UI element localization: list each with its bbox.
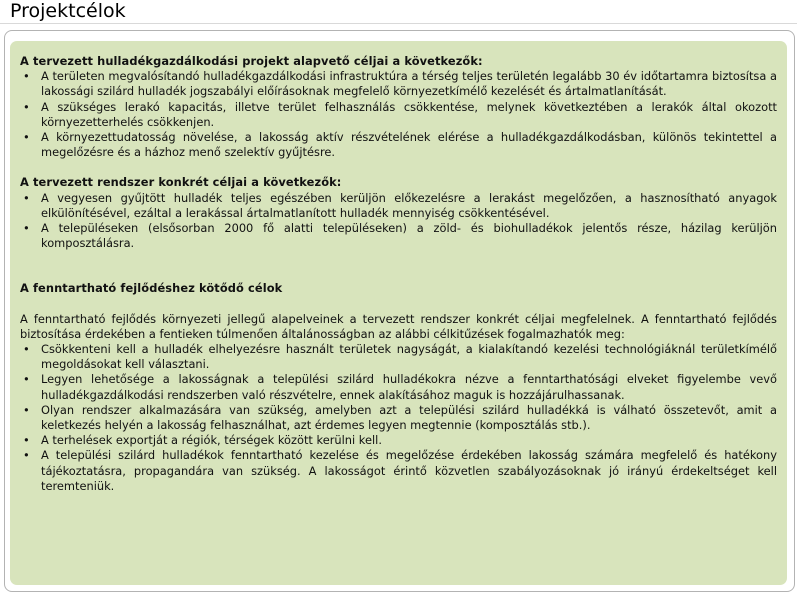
list-item xyxy=(20,433,777,448)
list-item xyxy=(20,221,777,251)
page-title: Projektcélok xyxy=(10,0,126,22)
list-item-text: A szükséges lerakó kapacitás, illetve terület felhasználás csökkentése, melynek következtében a lerakók által okozott környezetterhelés csökkenjen. xyxy=(41,99,777,129)
content-panel xyxy=(10,41,787,585)
list-item-text: A területen megvalósítandó hulladékgazdálkodási infrastruktúra a térség teljes területén legalább 30 év időtartamra biztosítsa a lakossági szilárd hulladék jogszabályi előírásoknak megfelelő környezetkímélő kezelését és ártalmatlanítását. xyxy=(41,69,777,99)
list-item-text: A települési szilárd hulladékok fenntartható kezelése és megelőzése érdekében lakosság számára megfelelő és hatékony tájékoztatásra, propagandára van szükség. A lakosságot érintő közvetlen szabályozásoknak jó irányú érdekeltséget kell teremteniük. xyxy=(41,448,777,493)
bullet-icon: • xyxy=(23,221,30,236)
bullet-icon: • xyxy=(23,402,30,417)
list-item-text: Olyan rendszer alkalmazására van szükség, amelyben azt a települési szilárd hulladékká is válható összetevőt, amit a keletkezés helyén a lakosság felhasználhat, azt érdemes legyen megtennie (komposztálás stb.). xyxy=(41,402,777,433)
bullet-icon: • xyxy=(23,372,30,387)
title-divider xyxy=(0,23,797,24)
list-item xyxy=(20,372,777,402)
bullet-icon: • xyxy=(23,342,30,357)
list-item xyxy=(20,130,777,160)
list-item-text: A környezettudatosság növelése, a lakosság aktív részvételének elérése a hulladékgazdálkodásban, különös tekintettel a megelőzésre és a házhoz menő szelektív gyűjtésre. xyxy=(41,130,777,160)
list-item xyxy=(20,342,777,372)
list-item xyxy=(20,448,777,494)
bullet-icon: • xyxy=(23,448,30,463)
list-item xyxy=(20,69,777,99)
section2-heading: A tervezett rendszer konkrét céljai a következők: xyxy=(20,175,342,190)
bullet-icon: • xyxy=(23,99,30,114)
list-item-text: Csökkenteni kell a hulladék elhelyezésre használt területek nagyságát, a kialakítandó kezelési technológiáknál területkímélő megoldásokat kell választani. xyxy=(41,342,777,372)
section3-intro: A fenntartható fejlődés környezeti jellegű alapelveinek a tervezett rendszer konkrét céljai megfelelnek. A fenntartható fejlődés biztosítása érdekében a fentieken túlmenően általánosságban az alábbi célkitűzések fogalmazhatók meg: xyxy=(20,311,777,341)
section1-list xyxy=(20,69,777,160)
spacer xyxy=(20,251,777,281)
section2-list xyxy=(20,191,777,252)
list-item-text: A vegyesen gyűjtött hulladék teljes egészében kerüljön előkezelésre a lerakást megelőzően, a hasznosítható anyagok elkülönítésével, ezáltal a lerakással ártalmatlanított hulladék mennyiség csökkentésével. xyxy=(41,190,777,220)
bullet-icon: • xyxy=(23,130,30,145)
bullet-icon: • xyxy=(23,190,30,205)
list-item xyxy=(20,100,777,130)
section3-list xyxy=(20,342,777,494)
section3-heading: A fenntartható fejlődéshez kötődő célok xyxy=(20,281,283,296)
bullet-icon: • xyxy=(23,433,30,448)
list-item xyxy=(20,191,777,221)
section1-heading: A tervezett hulladékgazdálkodási projekt alapvető céljai a következők: xyxy=(20,54,483,68)
list-item-text: Legyen lehetősége a lakosságnak a települési szilárd hulladékokra nézve a fenntarthatósági elveket figyelembe vevő hulladékgazdálkodási rendszerben való részvételre, ennek alakításához maguk is hozzájárulhassanak. xyxy=(41,372,777,402)
list-item-text: A terhelések exportját a régiók, térségek között kerülni kell. xyxy=(41,433,382,448)
list-item-text: A településeken (elsősorban 2000 fő alatti településeken) a zöld- és biohulladékok jelentős része, házilag kerüljön komposztálásra. xyxy=(41,221,777,251)
bullet-icon: • xyxy=(23,69,30,84)
spacer xyxy=(20,160,777,175)
spacer xyxy=(20,297,777,312)
list-item xyxy=(20,403,777,433)
